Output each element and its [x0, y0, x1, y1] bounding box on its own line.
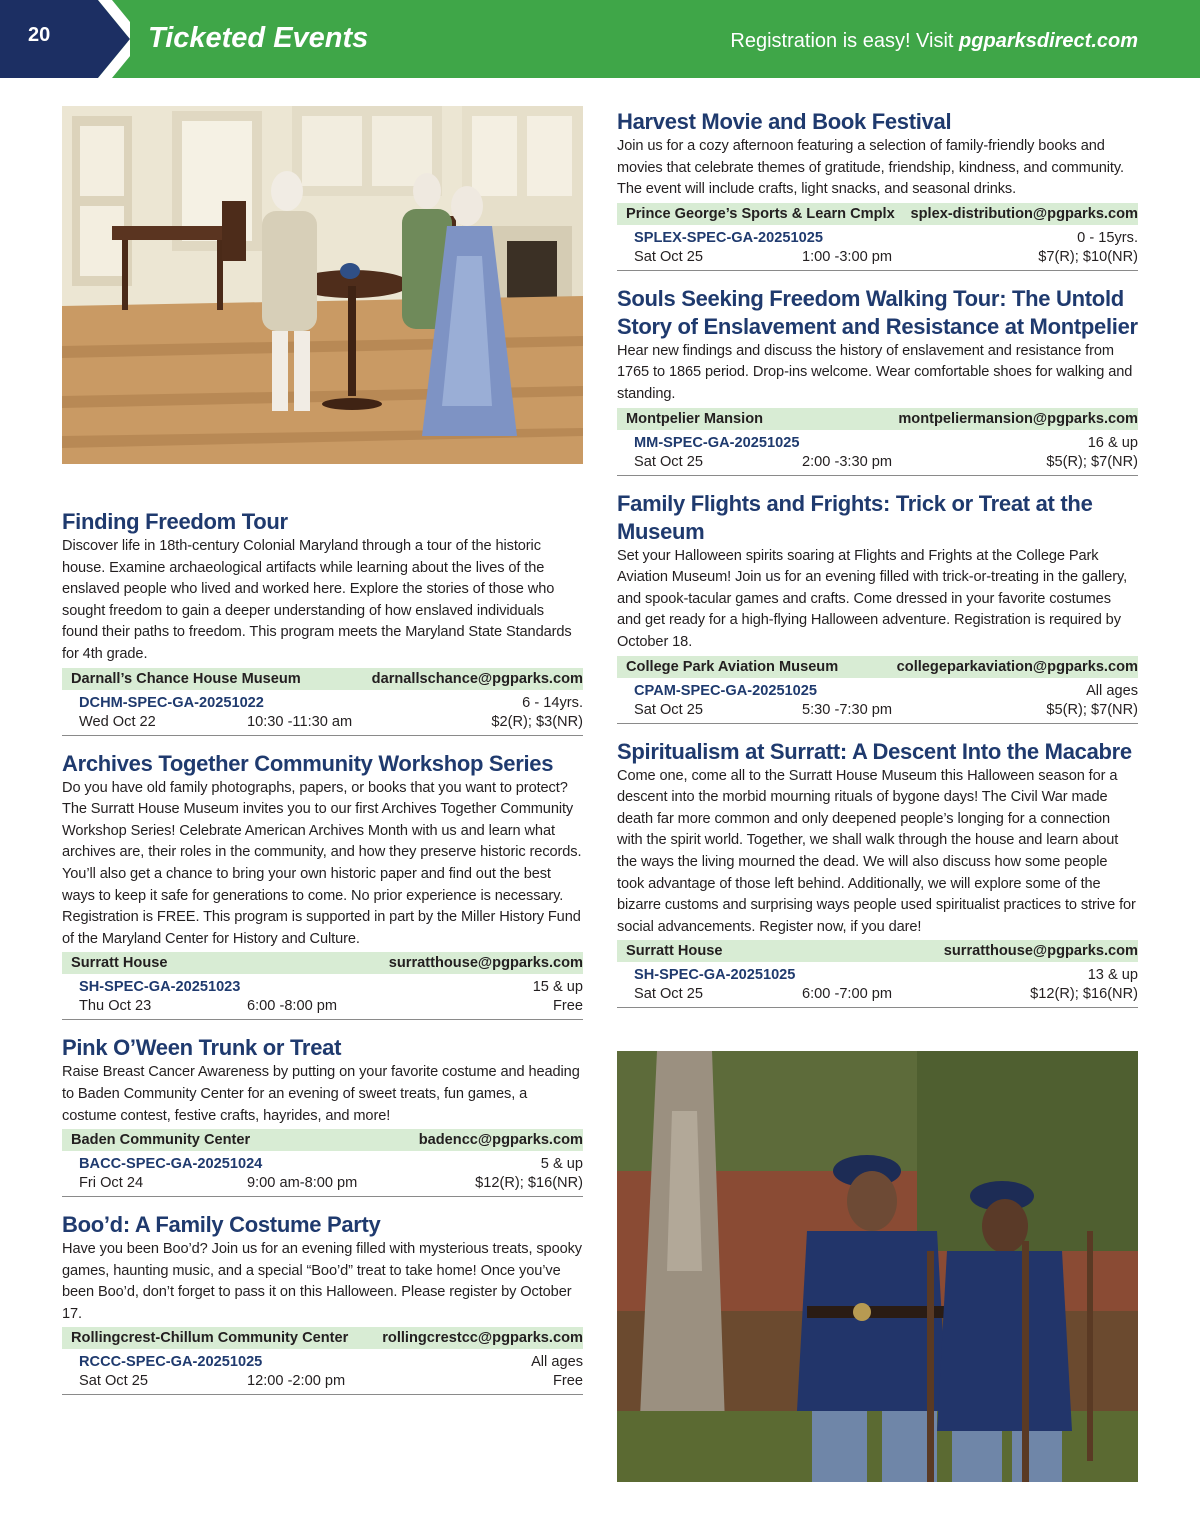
event-description: Join us for a cozy afternoon featuring a selection of family-friendly books and movies that celebrate themes of gratitude, friendship, kindness, and community. The event will include crafts, light snacks, and seasonal drinks. — [617, 138, 1124, 198]
location-name: Rollingcrest-Chillum Community Center — [71, 1330, 349, 1347]
age-range: All ages — [1086, 682, 1138, 699]
location-email[interactable]: collegeparkaviation@pgparks.com — [896, 658, 1138, 675]
event-description: Raise Breast Cancer Awareness by putting on your favorite costume and heading to Baden Community Center for an evening of sweet treats, fun games, a costume contest, festive crafts, hayrides, and more! — [62, 1064, 580, 1124]
age-range: 5 & up — [540, 1156, 583, 1173]
age-range: 0 - 15yrs. — [1077, 229, 1138, 246]
event-details — [62, 1349, 583, 1395]
location-bar — [617, 408, 1138, 430]
event-time: 6:00 -7:00 pm — [802, 986, 893, 1003]
event-spiritualism-surratt — [617, 738, 1138, 1009]
photo-colonial-room — [62, 106, 583, 464]
registration-note — [730, 30, 1138, 53]
location-email[interactable]: montpeliermansion@pgparks.com — [898, 410, 1138, 427]
location-name: Surratt House — [71, 955, 168, 972]
activity-code: RCCC-SPEC-GA-20251025 — [79, 1354, 263, 1371]
registration-link[interactable]: pgparksdirect.com — [959, 30, 1138, 52]
age-range: 16 & up — [1087, 434, 1138, 451]
event-title: Archives Together Community Workshop Series — [62, 750, 554, 776]
event-price: $5(R); $7(NR) — [1046, 453, 1138, 470]
event-price: $2(R); $3(NR) — [491, 713, 583, 730]
event-details — [617, 678, 1138, 724]
event-time: 5:30 -7:30 pm — [802, 701, 893, 718]
event-description: Have you been Boo’d? Join us for an evening filled with mysterious treats, spooky games, haunting music, and a special “Boo’d” treat to take home! Once you’ve been Boo’d, don’t forget to pass it on this Halloween. Please register by October 17. — [62, 1241, 582, 1322]
location-name: Darnall’s Chance House Museum — [71, 670, 301, 687]
event-details — [62, 974, 583, 1020]
event-time: 1:00 -3:00 pm — [802, 248, 893, 265]
event-day: Sat Oct 25 — [634, 701, 703, 718]
activity-code: BACC-SPEC-GA-20251024 — [79, 1156, 263, 1173]
event-day: Sat Oct 25 — [634, 453, 703, 470]
event-description: Come one, come all to the Surratt House Museum this Halloween season for a descent into the morbid mourning rituals of bygone days! The Civil War made death far more common and only deepened people’s longing for a connection with the spirit world. Together, we shall walk through the house and learn about the ways the living mourned the dead. We will also discuss how some people took advantage of those left behind. Additionally, we will explore some of the bizarre customs and surprising ways people used spiritualist practices to strive for social advancements. Register now, if you dare! — [617, 767, 1136, 935]
event-time: 9:00 am-8:00 pm — [247, 1175, 358, 1192]
event-title: Spiritualism at Surratt: A Descent Into the Macabre — [617, 738, 1132, 764]
event-family-flights-frights — [617, 490, 1138, 724]
location-bar — [62, 1129, 583, 1151]
age-range: 15 & up — [532, 979, 583, 996]
event-title: Souls Seeking Freedom Walking Tour: The Untold Story of Enslavement and Resistance at Montpelier — [617, 285, 1138, 339]
event-price: $12(R); $16(NR) — [475, 1175, 583, 1192]
event-details — [62, 1151, 583, 1197]
page-header — [0, 0, 1200, 78]
event-description: Do you have old family photographs, papers, or books that you want to protect? The Surratt House Museum invites you to our first Archives Together Community Workshop Series! Celebrate American Archives Month with us and learn what archives are, their roles in the community, and how they preserve historic records. You’ll also get a chance to bring your own historic paper and find out the best ways to keep it safe for generations to come. No prior experience is necessary. Registration is FREE. This program is supported in part by the Miller History Fund of the Maryland Center for History and Culture. — [62, 779, 582, 947]
event-bood-costume-party — [62, 1211, 583, 1395]
location-email[interactable]: splex-distribution@pgparks.com — [910, 205, 1138, 222]
event-pink-oween — [62, 1034, 583, 1197]
event-day: Sat Oct 25 — [79, 1373, 148, 1390]
location-email[interactable]: rollingcrestcc@pgparks.com — [382, 1330, 583, 1347]
location-bar — [62, 668, 583, 690]
event-details — [62, 690, 583, 736]
location-bar — [62, 1327, 583, 1349]
event-day: Sat Oct 25 — [634, 248, 703, 265]
location-name: Montpelier Mansion — [626, 410, 764, 427]
activity-code: SH-SPEC-GA-20251025 — [634, 967, 796, 984]
event-description: Discover life in 18th-century Colonial Maryland through a tour of the historic house. Examine archaeological artifacts while learning about the lives of the enslaved people who lived and worked here. Explore the stories of those who sought freedom to gain a deeper understanding of how enslaved individuals found their paths to freedom. This program meets the Maryland State Standards for 4th grade. — [62, 538, 572, 662]
event-price: Free — [552, 1373, 583, 1390]
event-details — [617, 430, 1138, 476]
age-range: All ages — [531, 1354, 583, 1371]
location-email[interactable]: darnallschance@pgparks.com — [371, 670, 583, 687]
event-price: Free — [552, 998, 583, 1015]
activity-code: SH-SPEC-GA-20251023 — [79, 979, 241, 996]
location-name: Prince George’s Sports & Learn Cmplx — [626, 205, 895, 222]
event-price: $12(R); $16(NR) — [1030, 986, 1138, 1003]
event-price: $5(R); $7(NR) — [1046, 701, 1138, 718]
event-title: Harvest Movie and Book Festival — [617, 109, 952, 134]
location-email[interactable]: surratthouse@pgparks.com — [943, 943, 1138, 960]
right-column — [617, 108, 1138, 1022]
event-time: 12:00 -2:00 pm — [247, 1373, 346, 1390]
event-day: Sat Oct 25 — [634, 986, 703, 1003]
left-column — [62, 508, 583, 1409]
location-bar — [617, 656, 1138, 678]
registration-text: Registration is easy! Visit — [730, 30, 960, 52]
event-finding-freedom-tour — [62, 508, 583, 736]
event-day: Thu Oct 23 — [79, 998, 152, 1015]
activity-code: CPAM-SPEC-GA-20251025 — [634, 682, 818, 699]
activity-code: MM-SPEC-GA-20251025 — [634, 434, 800, 451]
event-title: Boo’d: A Family Costume Party — [62, 1212, 381, 1238]
event-description: Hear new findings and discuss the history of enslavement and resistance from 1765 to 1865 period. Drop-ins welcome. Wear comfortable shoes for walking and standing. — [617, 342, 1133, 402]
event-title: Pink O’Ween Trunk or Treat — [62, 1035, 342, 1061]
location-email[interactable]: badencc@pgparks.com — [418, 1132, 583, 1149]
location-name: Baden Community Center — [71, 1132, 251, 1149]
location-bar — [617, 203, 1138, 225]
activity-code: SPLEX-SPEC-GA-20251025 — [634, 229, 823, 246]
event-price: $7(R); $10(NR) — [1038, 248, 1138, 265]
page-number: 20 — [28, 24, 51, 46]
section-title: Ticketed Events — [148, 22, 369, 54]
location-bar — [62, 952, 583, 974]
event-title: Family Flights and Frights: Trick or Treat at the Museum — [617, 490, 1093, 544]
event-time: 2:00 -3:30 pm — [802, 453, 893, 470]
event-day: Fri Oct 24 — [79, 1175, 144, 1192]
activity-code: DCHM-SPEC-GA-20251022 — [79, 694, 264, 711]
event-archives-together — [62, 750, 583, 1021]
photo-civil-war-reenactors — [617, 1051, 1138, 1482]
age-range: 6 - 14yrs. — [522, 694, 583, 711]
location-name: Surratt House — [626, 943, 723, 960]
event-description: Set your Halloween spirits soaring at Flights and Frights at the College Park Aviation Museum! Join us for an evening filled with trick-or-treating in the gallery, and spook-tacular games and crafts. Come dressed in your favorite costumes and get ready for a high-flying Halloween adventure. Registration is required by October 18. — [617, 547, 1128, 650]
event-time: 6:00 -8:00 pm — [247, 998, 338, 1015]
event-harvest-festival — [617, 108, 1138, 271]
event-details — [617, 962, 1138, 1008]
age-range: 13 & up — [1087, 967, 1138, 984]
event-details — [617, 225, 1138, 271]
event-title: Finding Freedom Tour — [62, 509, 288, 534]
location-bar — [617, 940, 1138, 962]
event-day: Wed Oct 22 — [79, 713, 156, 730]
event-time: 10:30 -11:30 am — [247, 713, 353, 730]
location-email[interactable]: surratthouse@pgparks.com — [388, 955, 583, 972]
location-name: College Park Aviation Museum — [626, 658, 839, 675]
event-souls-seeking-freedom — [617, 285, 1138, 476]
